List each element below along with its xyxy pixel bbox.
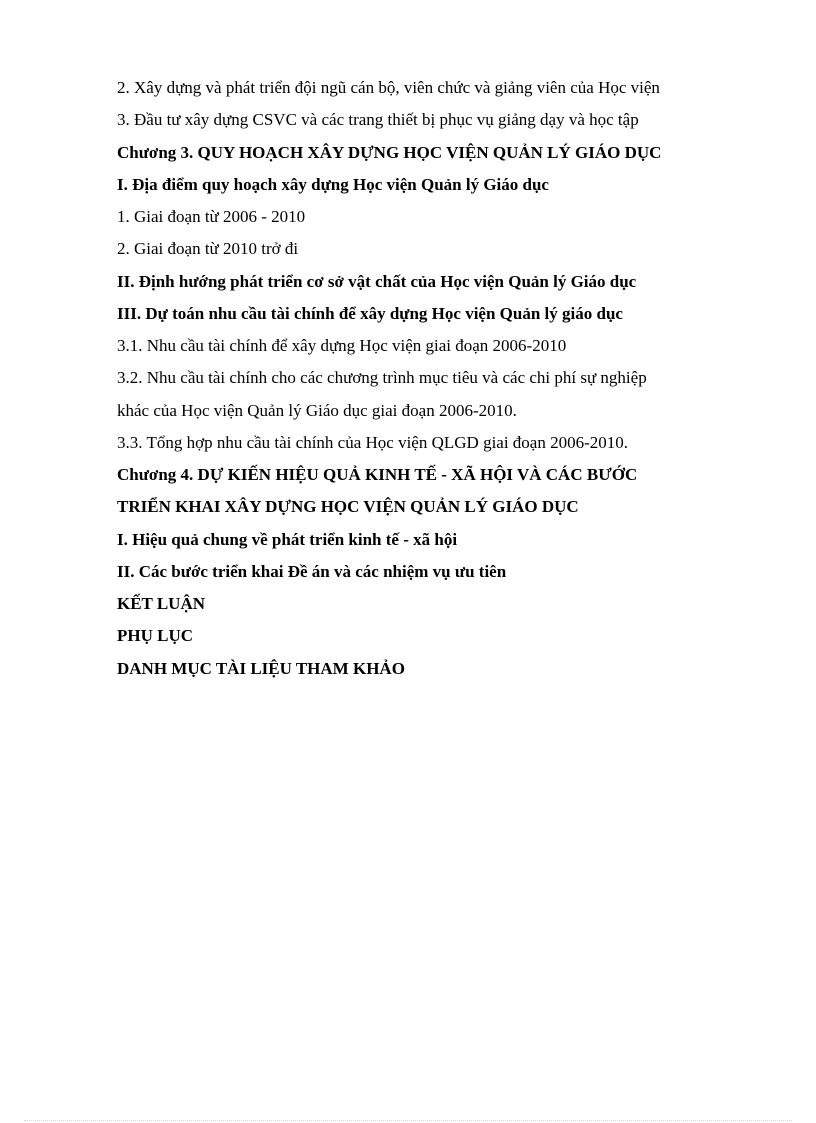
toc-item-chapter2-section3: 3. Đầu tư xây dựng CSVC và các trang thiết bị phục vụ giảng dạy và học tập: [117, 110, 639, 129]
toc-item-chapter2-section2: 2. Xây dựng và phát triển đội ngũ cán bộ, viên chức và giảng viên của Học viện: [117, 78, 660, 97]
toc-chapter3-part3-item1: 3.1. Nhu cầu tài chính để xây dựng Học viện giai đoạn 2006-2010: [117, 336, 567, 355]
toc-chapter3-part3-item2: 3.2. Nhu cầu tài chính cho các chương trình mục tiêu và các chi phí sự nghiệp: [117, 368, 647, 387]
toc-chapter3-part1-item2: 2. Giai đoạn từ 2010 trở đi: [117, 239, 299, 258]
toc-appendix: PHỤ LỤC: [117, 626, 194, 645]
page-bottom-divider: [24, 1120, 792, 1121]
toc-chapter3-part2: II. Định hướng phát triển cơ sở vật chất của Học viện Quản lý Giáo dục: [117, 272, 637, 291]
toc-chapter3-part3-item2-cont: khác của Học viện Quản lý Giáo dục giai đoạn 2006-2010.: [117, 401, 517, 420]
toc-conclusion: KẾT LUẬN: [117, 594, 206, 613]
toc-chapter4-heading-cont: TRIỂN KHAI XÂY DỰNG HỌC VIỆN QUẢN LÝ GIÁO DỤC: [117, 497, 579, 516]
toc-chapter3-part3: III. Dự toán nhu cầu tài chính để xây dựng Học viện Quản lý giáo dục: [117, 304, 623, 323]
toc-chapter3-part3-item3: 3.3. Tổng hợp nhu cầu tài chính của Học viện QLGD giai đoạn 2006-2010.: [117, 433, 629, 452]
toc-chapter4-part1: I. Hiệu quả chung về phát triển kinh tế - xã hội: [117, 530, 458, 549]
toc-chapter3-part1: I. Địa điểm quy hoạch xây dựng Học viện Quản lý Giáo dục: [117, 175, 549, 194]
toc-references: DANH MỤC TÀI LIỆU THAM KHẢO: [117, 659, 405, 678]
toc-chapter4-part2: II. Các bước triển khai Đề án và các nhiệm vụ ưu tiên: [117, 562, 507, 581]
toc-chapter4-heading: Chương 4. DỰ KIẾN HIỆU QUẢ KINH TẾ - XÃ HỘI VÀ CÁC BƯỚC: [117, 465, 638, 484]
toc-chapter3-heading: Chương 3. QUY HOẠCH XÂY DỰNG HỌC VIỆN QUẢN LÝ GIÁO DỤC: [117, 143, 662, 162]
toc-chapter3-part1-item1: 1. Giai đoạn từ 2006 - 2010: [117, 207, 306, 226]
